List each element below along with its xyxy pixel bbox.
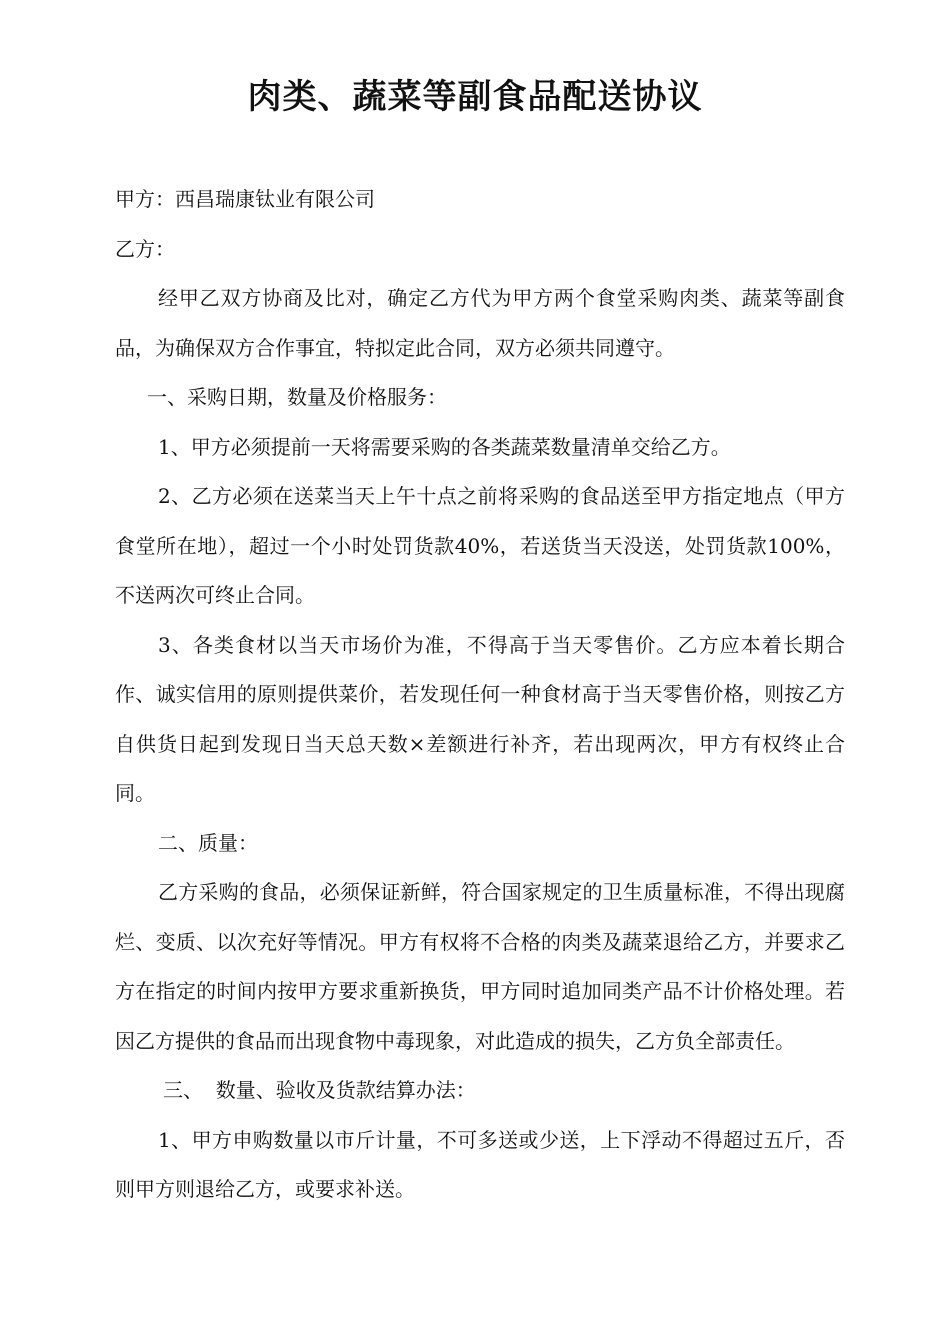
section2-paragraph: 乙方采购的食品，必须保证新鲜，符合国家规定的卫生质量标准，不得出现腐烂、变质、以次充好等情况。甲方有权将不合格的肉类及蔬菜退给乙方，并要求乙方在指定的时间内按甲方要求重新换货，甲方同时追加同类产品不计价格处理。若因乙方提供的食品而出现食物中毒现象，对此造成的损失，乙方负全部责任。 <box>115 880 845 1053</box>
document-body <box>115 175 845 1215</box>
section1-item2: 2、乙方必须在送菜当天上午十点之前将采购的食品送至甲方指定地点（甲方食堂所在地），超过一个小时处罚货款40%，若送货当天没送，处罚货款100%，不送两次可终止合同。 <box>115 484 845 607</box>
section1-heading: 一、采购日期，数量及价格服务： <box>147 385 447 409</box>
section1-item3: 3、各类食材以当天市场价为准，不得高于当天零售价。乙方应本着长期合作、诚实信用的原则提供菜价，若发现任何一种食材高于当天零售价格，则按乙方自供货日起到发现日当天总天数×差额进行补齐，若出现两次，甲方有权终止合同。 <box>115 632 845 805</box>
party-b-line: 乙方： <box>115 236 175 261</box>
section3-heading: 三、 数量、验收及货款结算办法： <box>163 1078 476 1102</box>
document-title: 肉类、蔬菜等副食品配送协议 <box>247 77 703 117</box>
section1-item1: 1、甲方必须提前一天将需要采购的各类蔬菜数量清单交给乙方。 <box>158 434 731 459</box>
section3-item1: 1、甲方申购数量以市斤计量，不可多送或少送，上下浮动不得超过五斤，否则甲方则退给乙方，或要求补送。 <box>115 1127 845 1201</box>
intro-paragraph: 经甲乙双方协商及比对，确定乙方代为甲方两个食堂采购肉类、蔬菜等副食品，为确保双方合作事宜，特拟定此合同，双方必须共同遵守。 <box>115 286 845 360</box>
section2-heading: 二、质量： <box>158 830 258 855</box>
party-a-line: 甲方：西昌瑞康钛业有限公司 <box>115 187 375 211</box>
